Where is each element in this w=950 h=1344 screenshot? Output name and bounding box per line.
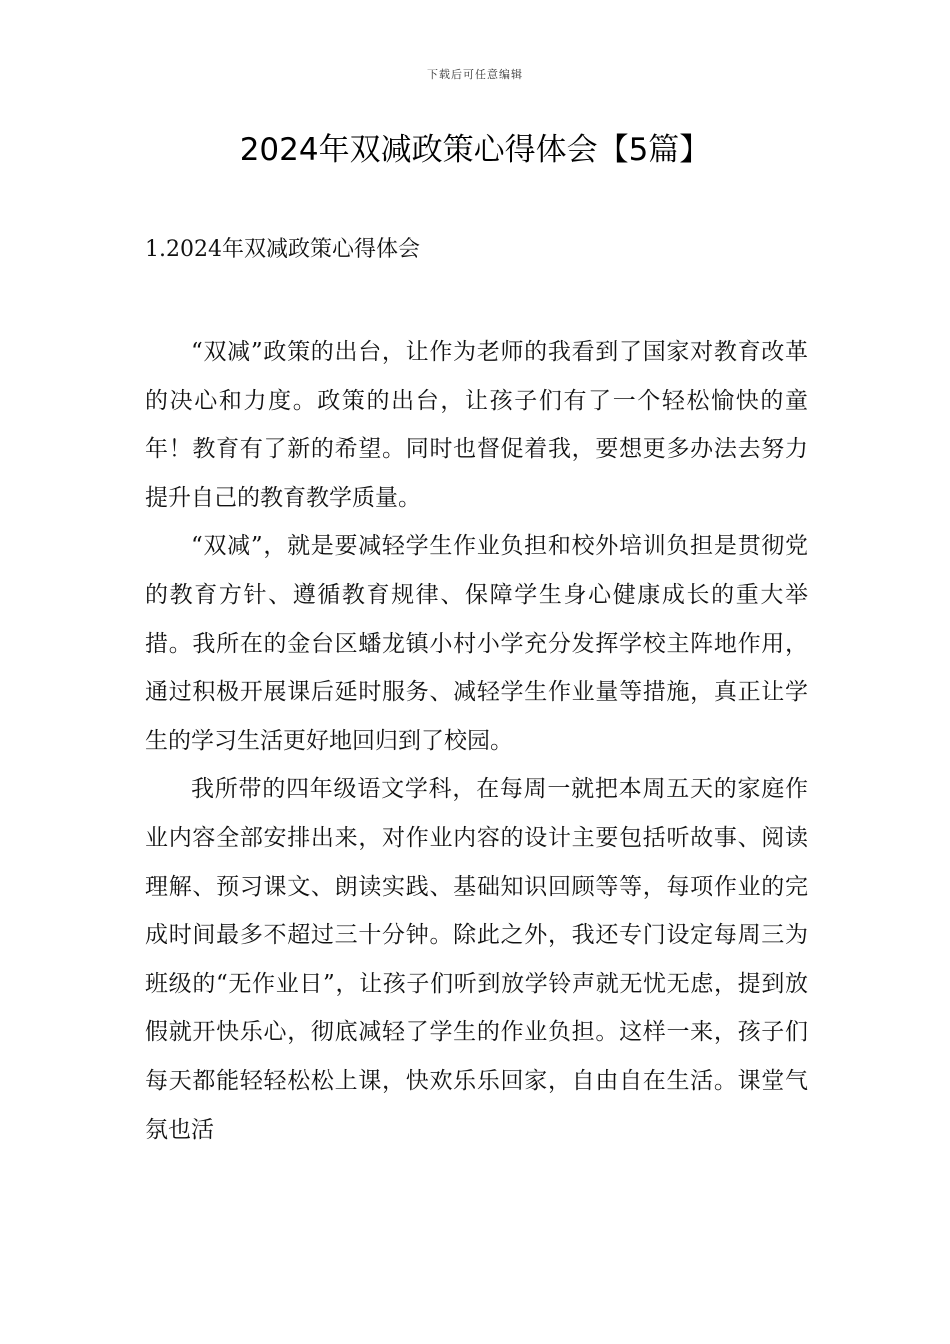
document-body [145, 328, 808, 1154]
paragraph-2: “双减”，就是要减轻学生作业负担和校外培训负担是贯彻党的教育方针、遵循教育规律、保障学生身心健康成长的重大举措。我所在的金台区蟠龙镇小村小学充分发挥学校主阵地作用，通过积极开展课后延时服务、减轻学生作业量等措施，真正让学生的学习生活更好地回归到了校园。 [145, 533, 808, 754]
header-note: 下载后可任意编辑 [427, 68, 523, 81]
document-title: 2024年双减政策心得体会【5篇】 [239, 132, 711, 168]
paragraph-1: “双减”政策的出台，让作为老师的我看到了国家对教育改革的决心和力度。政策的出台，让孩子们有了一个轻松愉快的童年！教育有了新的希望。同时也督促着我，要想更多办法去努力提升自己的教育教学质量。 [145, 339, 808, 511]
paragraph-3: 我所带的四年级语文学科，在每周一就把本周五天的家庭作业内容全部安排出来，对作业内容的设计主要包括听故事、阅读理解、预习课文、朗读实践、基础知识回顾等等，每项作业的完成时间最多不超过三十分钟。除此之外，我还专门设定每周三为班级的“无作业日”，让孩子们听到放学铃声就无忧无虑，提到放假就开快乐心，彻底减轻了学生的作业负担。这样一来，孩子们每天都能轻轻松松上课，快欢乐乐回家，自由自在生活。课堂气氛也活 [145, 776, 808, 1143]
section-heading: 1.2024年双减政策心得体会 [145, 237, 420, 262]
